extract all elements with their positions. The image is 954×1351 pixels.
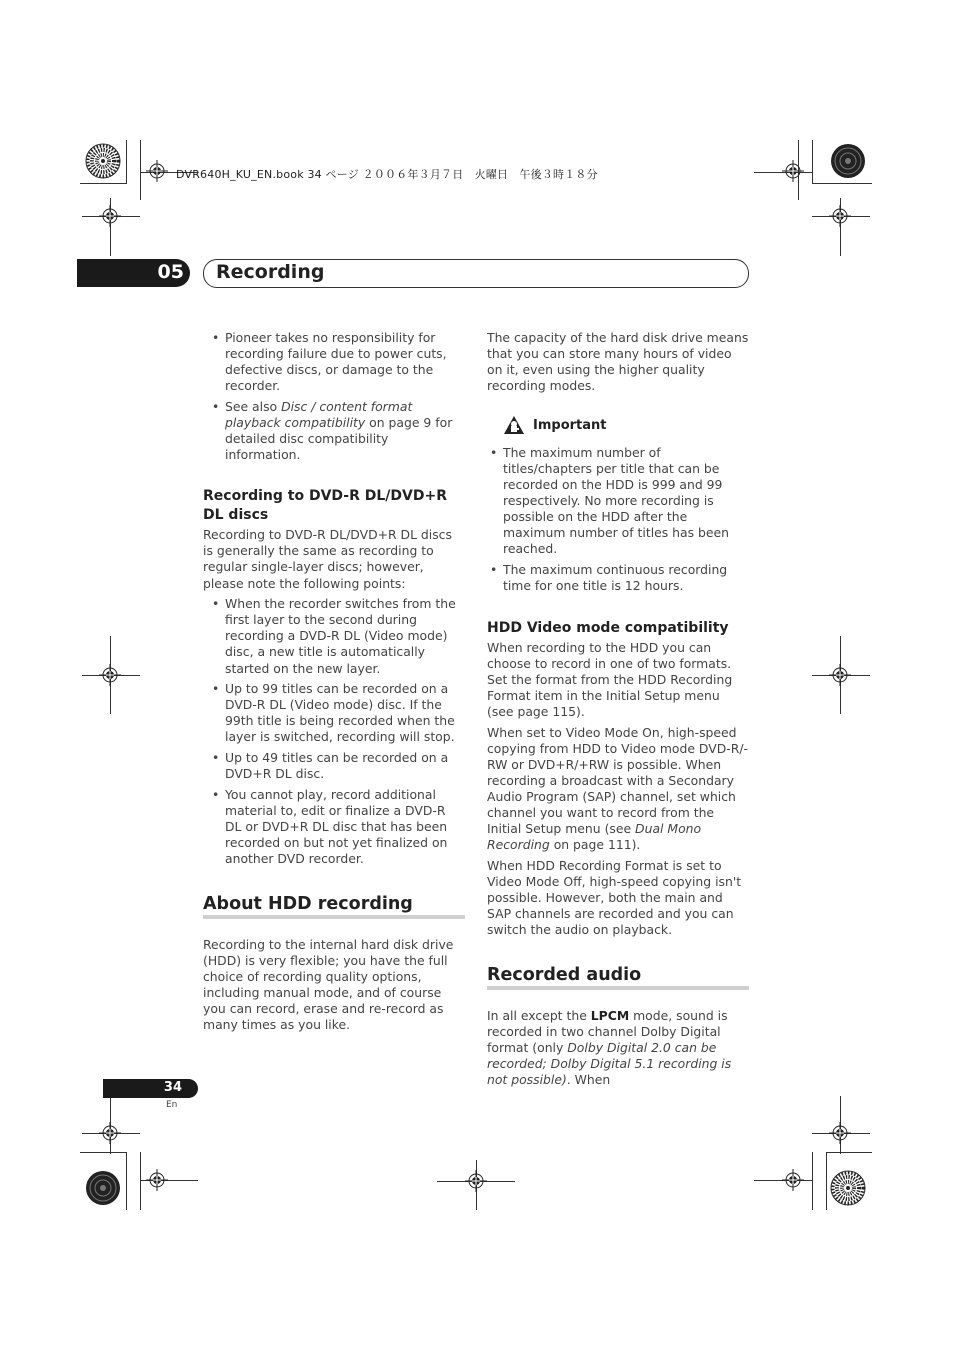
list-item: • The maximum number of titles/chapters per title that can be recorded on the HDD is 999 and 99 respectively. No more recording is possible on the HDD after the maximum number of titles has been reached. bbox=[481, 445, 749, 558]
list-item: • When the recorder switches from the first layer to the second during recording a DVD-R DL (Video mode) disc, a new title is automatically started on the new layer. bbox=[203, 596, 465, 676]
hdd-video-mode-heading: HDD Video mode compatibility bbox=[487, 619, 729, 636]
chapter-title-box bbox=[203, 259, 749, 288]
page-number-tab bbox=[103, 1079, 198, 1098]
chapter-number-tab bbox=[77, 259, 190, 287]
hdd-paragraph-1: When recording to the HDD you can choose to record in one of two formats. Set the format from the HDD Recording Format item in the Initial Setup menu (see page 115). bbox=[487, 639, 733, 720]
left-column bbox=[203, 330, 465, 1038]
print-file-info: DVR640H_KU_EN.book 34 ページ ２００６年３月７日 火曜日 午後３時１８分 bbox=[176, 168, 598, 181]
hdd-paragraph-3: When HDD Recording Format is set to Video Mode Off, high-speed copying isn't possible. However, both the main and SAP channels are recorded and you can switch the audio on playback. bbox=[487, 857, 742, 938]
dl-discs-intro: Recording to DVD-R DL/DVD+R DL discs is generally the same as recording to regular single-layer discs; however, please note the following points: bbox=[203, 527, 452, 591]
about-hdd-text: Recording to the internal hard disk drive (HDD) is very flexible; you have the full choice of recording quality options, including manual mode, and of course you can record, erase and re-record as many times as you like. bbox=[203, 936, 454, 1033]
important-note-header bbox=[487, 415, 749, 439]
hdd-paragraph-2: When set to Video Mode On, high-speed copying from HDD to Video mode DVD-R/-RW or DVD+R/+RW is possible. When recording a broadcast with a Secondary Audio Program (SAP) channel, set which channel you want to record from the Initial Setup menu (see Dual Mono Recording on page 111). bbox=[487, 724, 748, 853]
dl-discs-heading: Recording to DVD-R DL/DVD+R DL discs bbox=[203, 488, 448, 524]
right-column bbox=[487, 330, 749, 1093]
capacity-text: The capacity of the hard disk drive means that you can store many hours of video on it, even using the higher quality recording modes. bbox=[487, 330, 749, 394]
page-number: 34 bbox=[163, 1080, 182, 1095]
recorded-audio-heading: Recorded audio bbox=[487, 967, 749, 990]
list-item: • Pioneer takes no responsibility for recording failure due to power cuts, defective discs, or damage to the recorder. bbox=[203, 330, 465, 394]
list-item: • You cannot play, record additional material to, edit or finalize a DVD-R DL or DVD+R DL disc that has been recorded on but not yet finalized on another DVD recorder. bbox=[203, 787, 465, 867]
warning-icon bbox=[503, 415, 525, 435]
chapter-title: Recording bbox=[216, 261, 325, 283]
list-item: • See also Disc / content format playback compatibility on page 9 for detailed disc compatibility information. bbox=[203, 399, 465, 463]
important-bullet-list bbox=[481, 445, 749, 594]
important-label: Important bbox=[533, 417, 607, 433]
cross-reference: Disc / content format playback compatibility bbox=[225, 398, 413, 430]
list-item: • The maximum continuous recording time for one title is 12 hours. bbox=[481, 562, 749, 594]
list-item: • Up to 49 titles can be recorded on a DVD+R DL disc. bbox=[203, 750, 465, 782]
list-item: • Up to 99 titles can be recorded on a DVD-R DL (Video mode) disc. If the 99th title is being recorded when the layer is switched, recording will stop. bbox=[203, 681, 465, 745]
page-language: En bbox=[166, 1100, 178, 1110]
chapter-number: 05 bbox=[157, 261, 184, 283]
about-hdd-heading: About HDD recording bbox=[203, 896, 465, 919]
recorded-audio-text: In all except the LPCM mode, sound is recorded in two channel Dolby Digital format (only Dolby Digital 2.0 can be recorded; Dolby Digital 5.1 recording is not possible). When bbox=[487, 1008, 732, 1088]
dl-bullet-list bbox=[203, 596, 465, 867]
intro-bullet-list bbox=[203, 330, 465, 463]
cross-reference: Dual Mono Recording bbox=[487, 821, 702, 853]
